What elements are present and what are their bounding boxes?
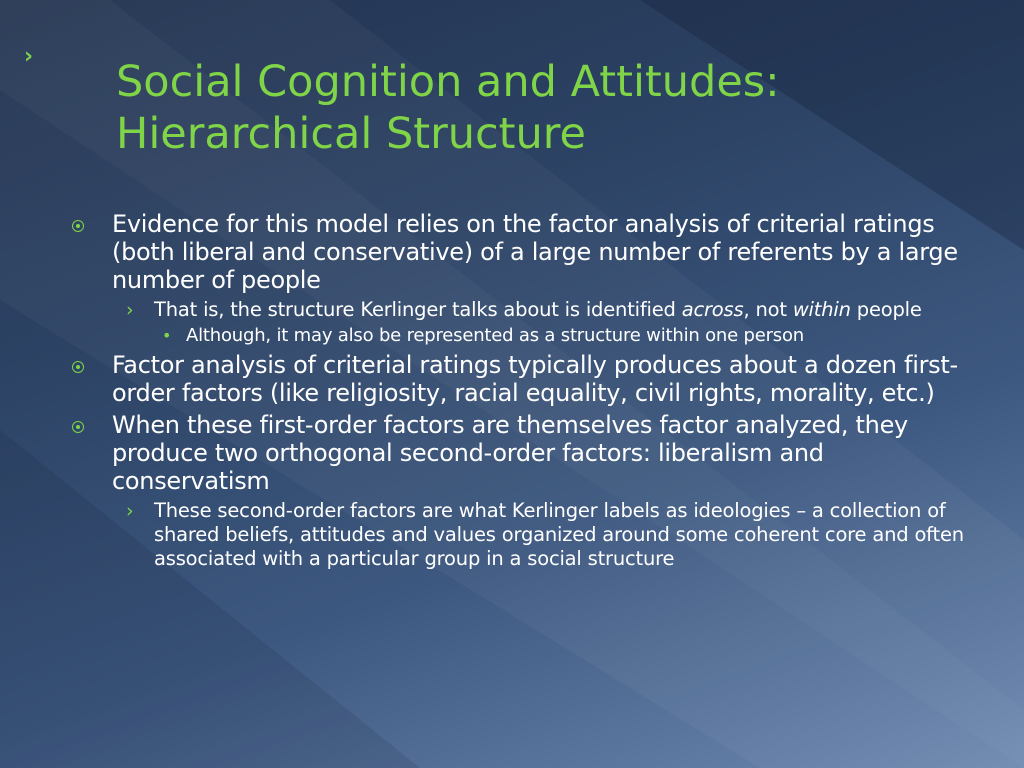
slide-title: Social Cognition and Attitudes: Hierarchical Structure (116, 57, 780, 159)
bullet-item (72, 210, 972, 347)
slide-content (72, 210, 972, 575)
bullet-item (72, 351, 972, 407)
sub-bullet-list (112, 499, 972, 571)
sub-sub-bullet-item (154, 325, 972, 347)
emphasis-across: across (681, 298, 744, 321)
sub-sub-bullet-text: Although, it may also be represented as a structure within one person (186, 325, 805, 346)
circle-dot-icon (72, 421, 84, 433)
bullet-text: Factor analysis of criterial ratings typically produces about a dozen first-order factors (like religiosity, racial equality, civil rights, morality, etc.) (112, 351, 958, 407)
sub-bullet-text (154, 298, 922, 321)
bullet-text: When these first-order factors are themselves factor analyzed, they produce two orthogonal second-order factors: liberalism and conservatism (112, 411, 908, 495)
chevron-right-icon: › (126, 299, 134, 321)
dot-icon: • (162, 326, 172, 345)
circle-dot-icon (72, 220, 84, 232)
sub-bullet-text-part: That is, the structure Kerlinger talks about is identified (154, 298, 682, 321)
bullet-list (72, 210, 972, 571)
corner-chevron-icon: › (24, 44, 34, 69)
bullet-item (72, 411, 972, 571)
sub-sub-bullet-list (154, 325, 972, 347)
sub-bullet-list (112, 298, 972, 347)
sub-bullet-text-part: people (850, 298, 922, 321)
sub-bullet-item (112, 298, 972, 347)
sub-bullet-text: These second-order factors are what Kerlinger labels as ideologies – a collection of shared beliefs, attitudes and values organized around some coherent core and often associated with a particular group in a social structure (154, 499, 964, 570)
bullet-text: Evidence for this model relies on the factor analysis of criterial ratings (both liberal and conservative) of a large number of referents by a large number of people (112, 210, 958, 294)
chevron-right-icon: › (126, 500, 134, 522)
emphasis-within: within (792, 298, 851, 321)
sub-bullet-item (112, 499, 972, 571)
circle-dot-icon (72, 361, 84, 373)
sub-bullet-text-part: , not (743, 298, 793, 321)
